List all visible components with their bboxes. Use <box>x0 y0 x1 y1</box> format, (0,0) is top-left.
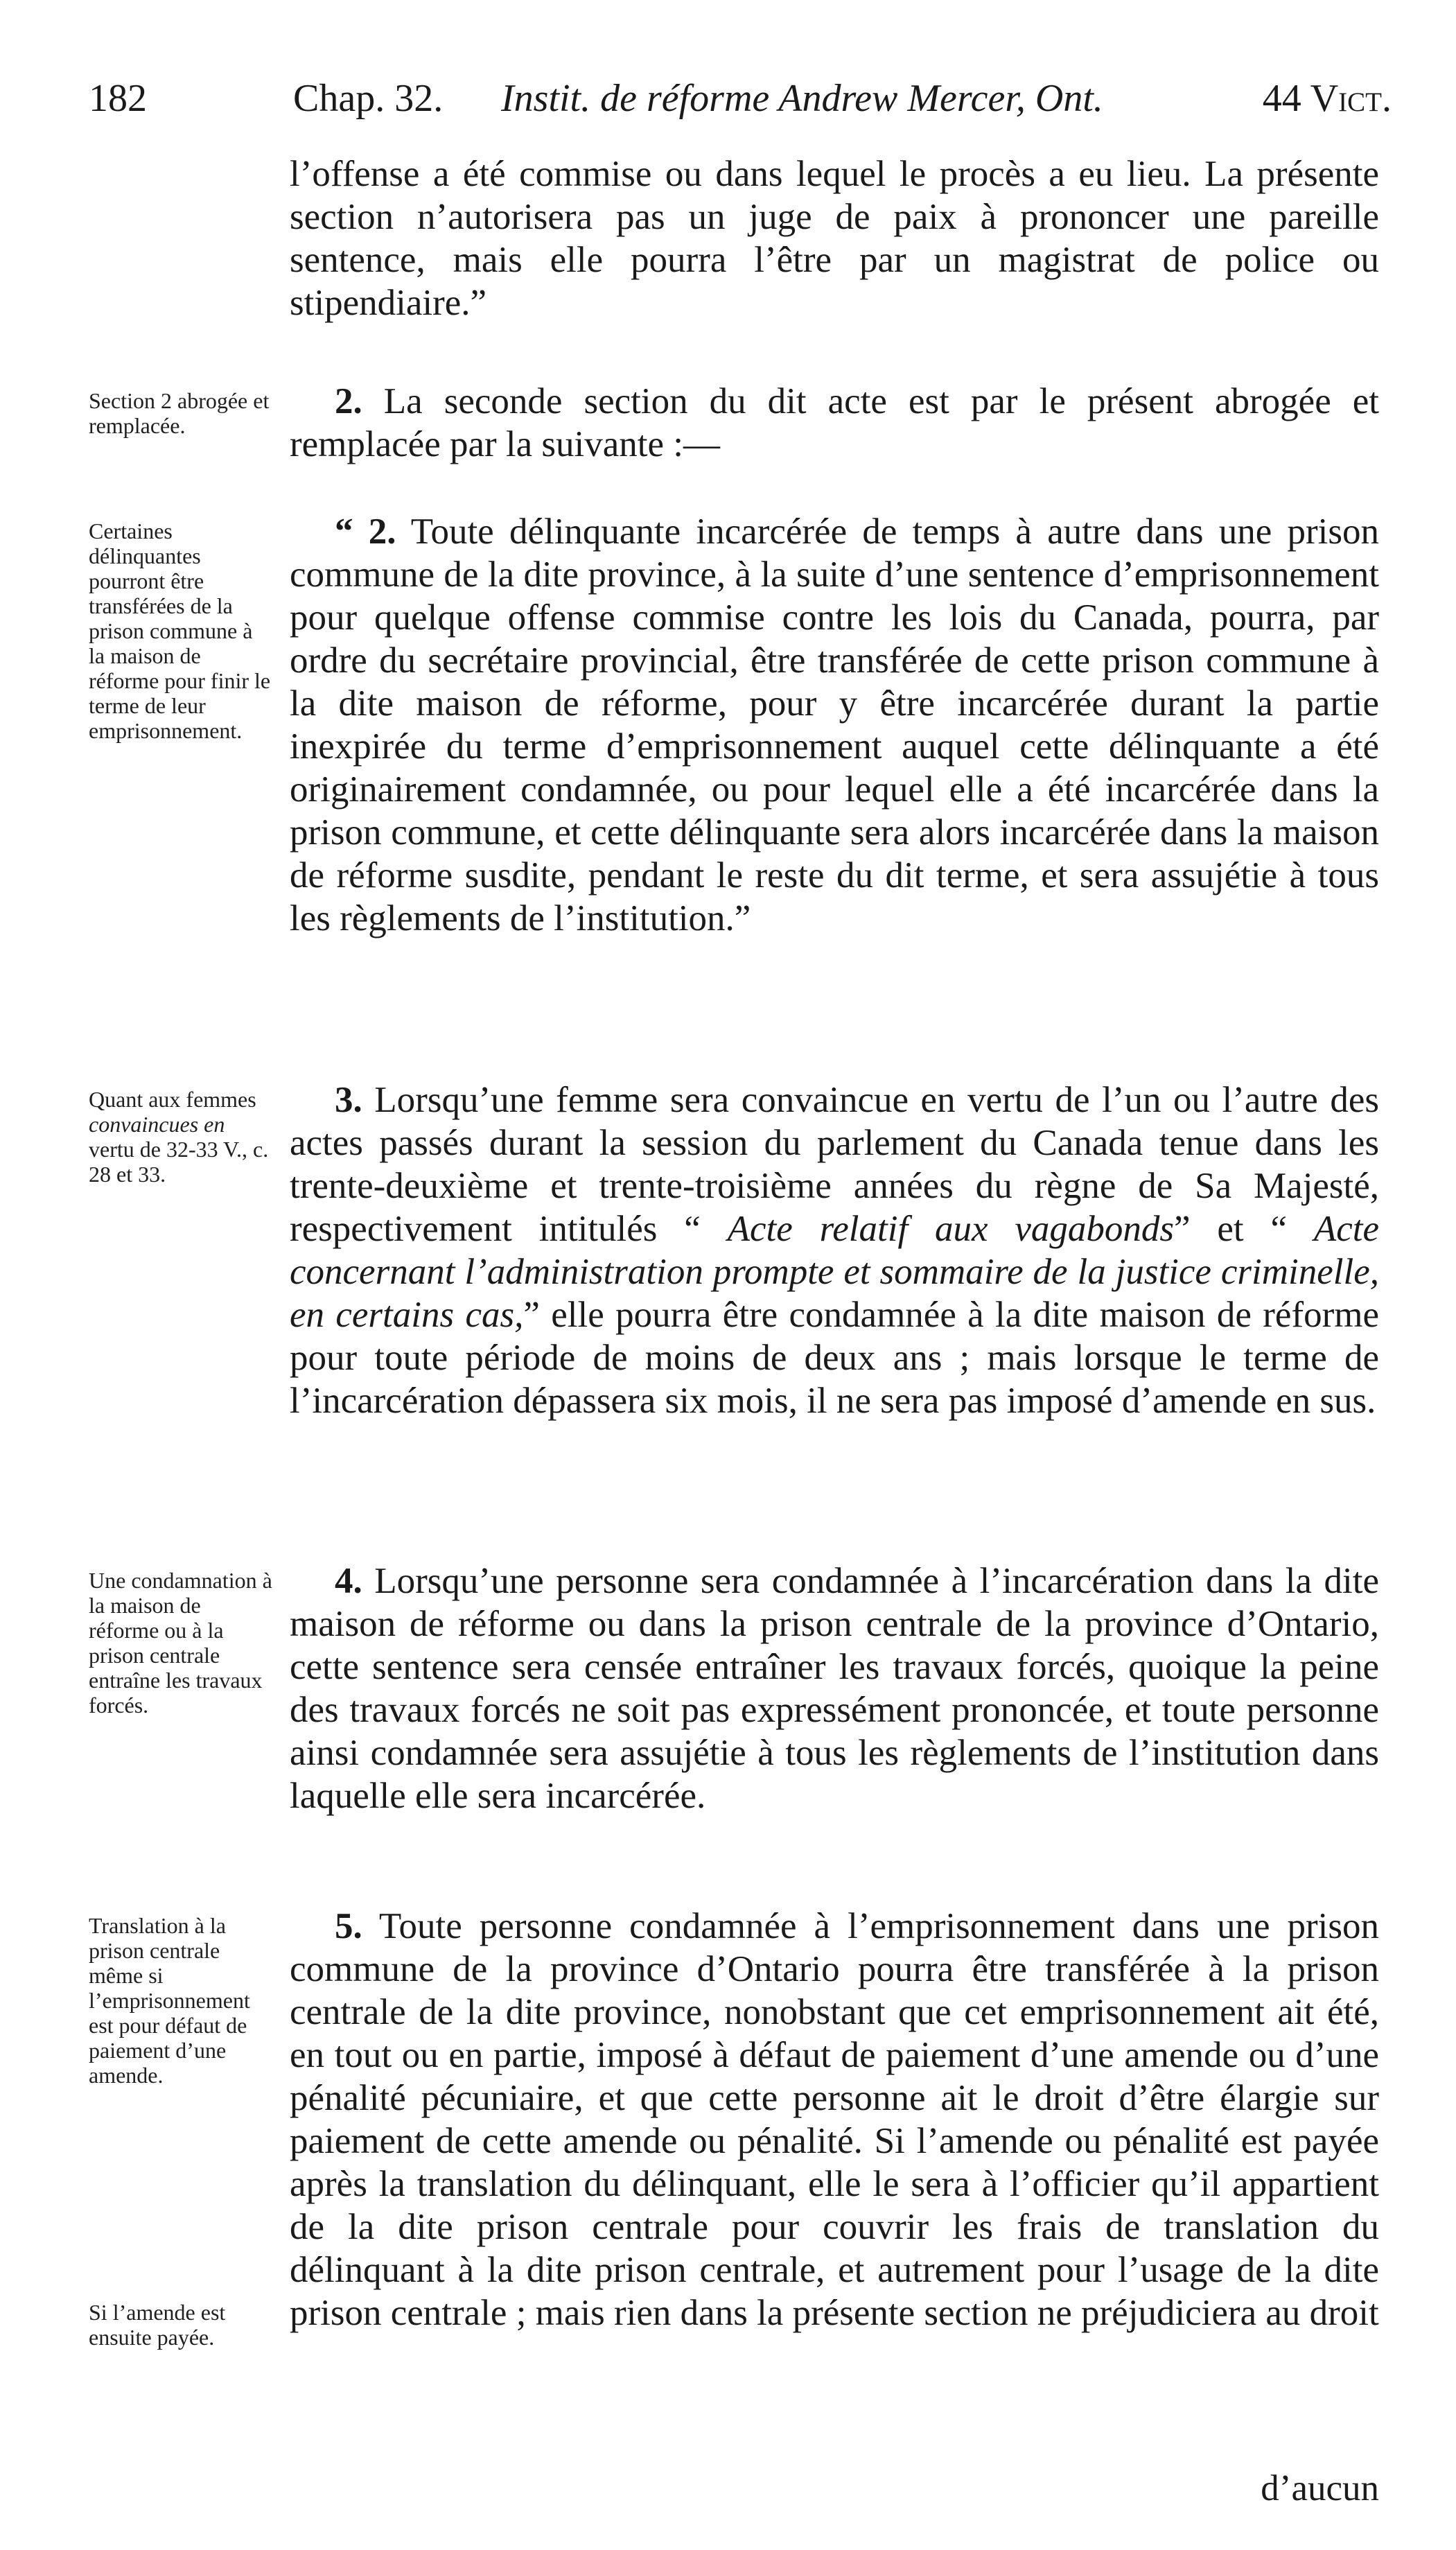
page-number: 182 <box>89 77 147 120</box>
margin-note-quoted-section-2: Certaines délinquantes pourront être transférées de la prison commune à la maison de réforme pour finir le terme de leur emprisonnement. <box>89 518 271 743</box>
section-number: 4. <box>335 1561 362 1601</box>
regnal-year: 44 Vict. <box>1262 77 1392 120</box>
section-text: Lorsqu’une personne sera condamnée à l’incarcération dans la dite maison de réforme ou dans la prison centrale de la province d’Ontario, cette sentence sera censée entraîner les travaux forcés, quoique la peine des travaux forcés ne soit pas expressément prononcée, et toute personne ainsi condamnée sera assujétie à tous les règlements de l’institution dans laquelle elle sera incarcérée. <box>290 1561 1380 1816</box>
margin-note-section-4: Une condamnation à la maison de réforme ou à la prison centrale entraîne les travaux forcés. <box>89 1568 272 1718</box>
catchword: d’aucun <box>1261 2468 1379 2508</box>
section-text: Toute délinquante incarcérée de temps à autre dans une prison commune de la dite province, à la suite d’une sentence d’emprisonnement pour quelque offense commise contre les lois du Canada, pourra, par ordre du secrétaire provincial, être transférée de cette prison commune à la dite maison de réforme, pour y être incarcérée durant la partie inexpirée du terme d’emprisonnement auquel cette délinquante a été originairement condamnée, ou pour lequel elle a été incarcérée dans la prison commune, et cette délinquante sera alors incarcérée dans la maison de réforme susdite, pendant le reste du dit terme, et sera assujétie à tous les règlements de l’institution.” <box>290 512 1379 938</box>
section-2 <box>290 380 1379 466</box>
act-title-vagabonds: Acte relatif aux vagabonds <box>727 1209 1175 1249</box>
section-number: “ 2. <box>335 512 396 552</box>
margin-note-section-2: Section 2 abrogée et remplacée. <box>89 388 270 438</box>
chapter-label: Chap. 32. <box>293 77 444 120</box>
margin-note-section-5: Translation à la prison centrale même si l’emprisonnement est pour défaut de paiement d’une amende. <box>89 1913 250 2088</box>
act-title-justice: Acte concernant l’administration prompte et sommaire de la justice criminelle, en certains cas, <box>290 1209 1380 1335</box>
section-number: 2. <box>335 381 362 421</box>
section-5 <box>290 1905 1379 2334</box>
section-number: 3. <box>335 1080 362 1120</box>
section-text: La seconde section du dit acte est par le présent abrogée et remplacée par la suivante :— <box>290 381 1380 464</box>
running-header <box>89 76 1392 139</box>
quoted-section-2 <box>290 510 1379 940</box>
section-3: 3. Lorsqu’une femme sera convaincue en vertu de l’un ou l’autre des actes passés durant la session du parlement du Canada tenue dans les trente-deuxième et trente-troisième années du règne de Sa Majesté, respectivement intitulés “ Acte relatif aux vagabonds” et “ Acte concernant l’administration prompte et sommaire de la justice criminelle, en certains cas,” elle pourra être condamnée à la dite maison de réforme pour toute période de moins de deux ans ; mais lorsque le terme de l’incarcération dépassera six mois, il ne sera pas imposé d’amende en sus. <box>290 1080 1380 1421</box>
section-text: Toute personne condamnée à l’emprisonnement dans une prison commune de la province d’Ontario pourra être transférée à la prison centrale de la dite province, nonobstant que cet emprisonnement ait été, en tout ou en partie, imposé à défaut de paiement d’une amende ou d’une pénalité pécuniaire, et que cette personne ait le droit d’être élargie sur paiement de cette amende ou pénalité. Si l’amende ou pénalité est payée après la translation du délinquant, elle le sera à l’officier qu’il appartient de la dite prison centrale pour couvrir les frais de translation du délinquant à la dite prison centrale, et autrement pour l’usage de la dite prison centrale ; mais rien dans la présente section ne préjudiciera au droit <box>290 1906 1380 2333</box>
continuation-paragraph: l’offense a été commise ou dans lequel le procès a eu lieu. La présente section n’autorisera pas un juge de paix à prononcer une pareille sentence, mais elle pourra l’être par un magistrat de police ou stipendiaire.” <box>290 154 1379 323</box>
section-4 <box>290 1560 1379 1817</box>
section-number: 5. <box>335 1906 362 1946</box>
margin-note-section-3: Quant aux femmes convaincues en vertu de 32-33 V., c. 28 et 33. <box>89 1087 269 1187</box>
act-title: Instit. de réforme Andrew Mercer, Ont. <box>501 77 1103 120</box>
margin-note-section-5-fine-paid: Si l’amende est ensuite payée. <box>89 2300 226 2350</box>
